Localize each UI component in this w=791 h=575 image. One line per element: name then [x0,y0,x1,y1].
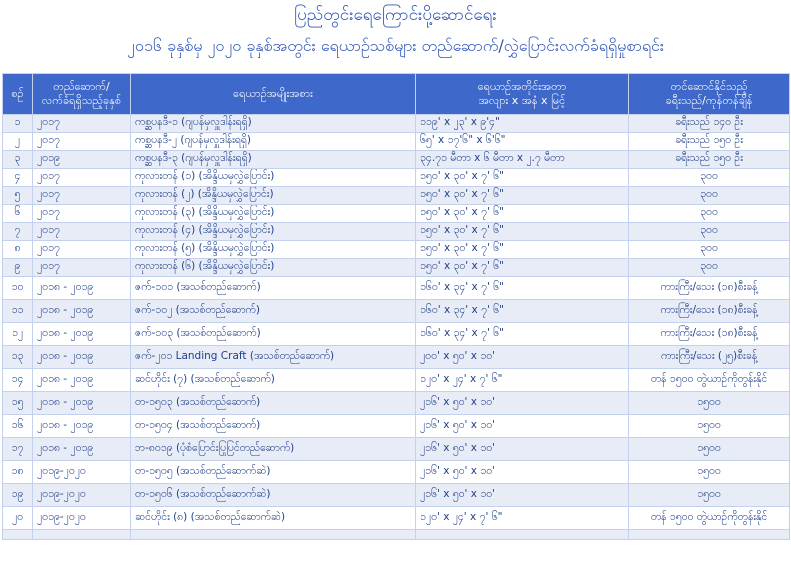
cell-capacity: တန် ၁၅၀၀ တွဲယာဉ်ကိုတွန်းနိုင် [629,369,790,392]
cell-dimensions: ၁၂၀' x ၂၄' x ၇' ၆" [416,369,629,392]
cell-year: ၂၀၁၈ - ၂၀၁၉ [33,438,131,461]
cell-no: ၁၁ [3,300,33,323]
cell-capacity: ၁၅၀၀ [629,461,790,484]
cell-capacity: ကားကြီး/သေး (၁၈)စီးခန့် [629,323,790,346]
cell-capacity: ၃၀၀ [629,223,790,241]
table-row [3,187,790,205]
table-row [3,300,790,323]
cell-capacity: ခရီးသည် ၁၅၀ ဦး [629,133,790,151]
header-capacity: တင်ဆောင်နိုင်သည့် ခရီးသည်/ကုန်တန်ချိန် [629,74,790,115]
cell-type: ဆင်ဟိုင်း (၈) (အသစ်တည်ဆောက်ဆဲ) [131,507,416,530]
cell-year: ၂၀၁၈ - ၂၀၁၉ [33,392,131,415]
cell-capacity: တန် ၁၅၀၀ တွဲယာဉ်ကိုတွန်းနိုင် [629,507,790,530]
cell-no: ၁၀ [3,277,33,300]
cell-dimensions: ၁၅၀' x ၃၀' x ၇' ၆" [416,223,629,241]
cell-dimensions: ၃၄.၇၁ မီတာ x ၆ မီတာ x ၂.၇ မီတာ [416,151,629,169]
cell-dimensions: ၂၁၆' x ၅၀' x ၁၀' [416,392,629,415]
cell-type: ဘ-၈၀၁၉ (ပုံစံပြောင်းပြုပြင်တည်ဆောက်) [131,438,416,461]
cell-capacity: ၁၅၀၀ [629,392,790,415]
table-row [3,507,790,530]
page-subtitle: ၂၀၁၆ ခုနှစ်မှ ၂၀၂၀ ခုနှစ်အတွင်း ရေယာဉ်သစ်များ တည်ဆောက်/လွှဲပြောင်းလက်ခံရရှိမှုစာရင်း [127,36,664,55]
cell-type: ကုလားတန် (၆) (အိန္ဒိယမှလွှဲပြောင်း) [131,259,416,277]
header-type: ရေယာဉ်အမျိုးအစား [131,74,416,115]
cell-dimensions: ၂၁၆' x ၅၀' x ၁၀' [416,415,629,438]
cell-no: ၄ [3,169,33,187]
cell-type: ကစ္ဆပနဒီ-၂ (ဂျပန်မှလှူဒါန်းရရှိ) [131,133,416,151]
cell-type: ကစ္ဆပနဒီ-၁ (ဂျပန်မှလှူဒါန်းရရှိ) [131,115,416,133]
table-row [3,392,790,415]
cell-year: ၂၀၁၇ [33,223,131,241]
table-row [3,223,790,241]
cell-type: ကုလားတန် (၃) (အိန္ဒိယမှလွှဲပြောင်း) [131,205,416,223]
table-row [3,151,790,169]
cell-capacity: ၃၀၀ [629,187,790,205]
table-row [3,169,790,187]
cell-year: ၂၀၁၈ - ၂၀၁၉ [33,369,131,392]
cell-type: ကုလားတန် (၅) (အိန္ဒိယမှလွှဲပြောင်း) [131,241,416,259]
cell-dimensions: ၂၁၆' x ၅၀' x ၁၀' [416,484,629,507]
table-row [3,461,790,484]
cell-dimensions: ၁၆၀' x ၃၄' x ၇' ၆" [416,300,629,323]
cell-dimensions: ၂၁၆' x ၅၀' x ၁၀' [416,461,629,484]
cell-no: ၅ [3,187,33,205]
cell-no: ၁၆ [3,415,33,438]
cell-year: ၂၀၁၉-၂၀၂၀ [33,484,131,507]
cell-no: ၁၅ [3,392,33,415]
cell-capacity: ၃၀၀ [629,241,790,259]
cell-no: ၁၈ [3,461,33,484]
cell-no: ၂ [3,133,33,151]
table-header-row [3,74,790,115]
cell-year: ၂၀၁၉-၂၀၂၀ [33,507,131,530]
cell-capacity: ကားကြီး/သေး (၁၈)စီးခန့် [629,300,790,323]
filler-cell [131,530,416,540]
table-row [3,323,790,346]
cell-type: တ-၁၅၀၆ (အသစ်တည်ဆောက်ဆဲ) [131,484,416,507]
header-year: တည်ဆောက်/ လက်ခံရရှိသည့်ခုနှစ် [33,74,131,115]
cell-year: ၂၀၁၇ [33,169,131,187]
cell-no: ၁၂ [3,323,33,346]
cell-dimensions: ၁၅၀' x ၃၀' x ၇' ၆" [416,259,629,277]
cell-type: ကုလားတန် (၂) (အိန္ဒိယမှလွှဲပြောင်း) [131,187,416,205]
filler-cell [33,530,131,540]
cell-dimensions: ၁၂၀' x ၂၄' x ၇' ၆" [416,507,629,530]
cell-type: တ-၁၅၀၅ (အသစ်တည်ဆောက်ဆဲ) [131,461,416,484]
cell-type: တ-၁၅၀၄ (အသစ်တည်ဆောက်) [131,415,416,438]
table-row [3,369,790,392]
cell-type: တ-၁၅၀၃ (အသစ်တည်ဆောက်) [131,392,416,415]
cell-year: ၂၀၁၇ [33,133,131,151]
vessel-table [2,73,790,540]
cell-capacity: ၃၀၀ [629,205,790,223]
cell-type: ဇက်-၁၀၂ (အသစ်တည်ဆောက်) [131,300,416,323]
table-body [3,115,790,540]
cell-capacity: ၁၅၀၀ [629,438,790,461]
cell-capacity: ၁၅၀၀ [629,415,790,438]
header-no: စဉ် [3,74,33,115]
cell-dimensions: ၁၅၀' x ၃၀' x ၇' ၆" [416,241,629,259]
filler-cell [3,530,33,540]
table-row [3,484,790,507]
cell-year: ၂၀၁၈ - ၂၀၁၉ [33,277,131,300]
cell-dimensions: ၁၁၉' x ၂၃' x ၉'၄" [416,115,629,133]
cell-type: ဇက်-၂၀၁ Landing Craft (အသစ်တည်ဆောက်) [131,346,416,369]
table-row [3,438,790,461]
cell-dimensions: ၂၁၆' x ၅၀' x ၁၀' [416,438,629,461]
table-row [3,133,790,151]
cell-year: ၂၀၁၉-၂၀၂၀ [33,461,131,484]
cell-no: ၁၃ [3,346,33,369]
cell-no: ၁၉ [3,484,33,507]
cell-year: ၂၀၁၇ [33,241,131,259]
table-row [3,277,790,300]
cell-dimensions: ၁၅၀' x ၃၀' x ၇' ၆" [416,205,629,223]
cell-year: ၂၀၁၈ - ၂၀၁၉ [33,300,131,323]
cell-no: ၇ [3,223,33,241]
cell-year: ၂၀၁၈ - ၂၀၁၉ [33,415,131,438]
cell-capacity: ကားကြီး/သေး (၂၅)စီးခန့် [629,346,790,369]
cell-type: ဇက်-၁၀၃ (အသစ်တည်ဆောက်) [131,323,416,346]
table-row [3,241,790,259]
cell-capacity: ခရီးသည် ၁၅၀ ဦး [629,151,790,169]
cell-capacity: ၃၀၀ [629,169,790,187]
cell-type: ကုလားတန် (၁) (အိန္ဒိယမှလွှဲပြောင်း) [131,169,416,187]
cell-dimensions: ၁၆၀' x ၃၄' x ၇' ၆" [416,323,629,346]
cell-no: ၁၄ [3,369,33,392]
filler-cell [629,530,790,540]
cell-dimensions: ၂၀၀' x ၅၀' x ၁၀' [416,346,629,369]
cell-type: ဇက်-၁၀၁ (အသစ်တည်ဆောက်) [131,277,416,300]
table-row [3,115,790,133]
cell-no: ၁ [3,115,33,133]
table-row [3,415,790,438]
cell-no: ၉ [3,259,33,277]
cell-dimensions: ၁၅၀' x ၃၀' x ၇' ၆" [416,169,629,187]
cell-dimensions: ၆၅' x ၁၇'၆" x ၆'၆" [416,133,629,151]
table-row [3,346,790,369]
header-dimensions: ရေယာဉ်အတိုင်းအတာ အလျား x အနံ x မြင့် [416,74,629,115]
cell-capacity: ၃၀၀ [629,259,790,277]
table-filler-row [3,530,790,540]
cell-no: ၁၇ [3,438,33,461]
cell-type: ကုလားတန် (၄) (အိန္ဒိယမှလွှဲပြောင်း) [131,223,416,241]
cell-no: ၂၀ [3,507,33,530]
cell-year: ၂၀၁၇ [33,187,131,205]
cell-capacity: ၁၅၀၀ [629,484,790,507]
cell-type: ဆင်ဟိုင်း (၇) (အသစ်တည်ဆောက်) [131,369,416,392]
cell-year: ၂၀၁၉ [33,151,131,169]
cell-year: ၂၀၁၈ - ၂၀၁၉ [33,323,131,346]
table-row [3,205,790,223]
cell-type: ကစ္ဆပနဒီ-၃ (ဂျပန်မှလှူဒါန်းရရှိ) [131,151,416,169]
cell-capacity: ကားကြီး/သေး (၁၈)စီးခန့် [629,277,790,300]
cell-year: ၂၀၁၇ [33,259,131,277]
cell-no: ၈ [3,241,33,259]
cell-no: ၆ [3,205,33,223]
cell-dimensions: ၁၆၀' x ၃၄' x ၇' ၆" [416,277,629,300]
cell-year: ၂၀၁၈ - ၂၀၁၉ [33,346,131,369]
page-title: ပြည်တွင်းရေကြောင်းပို့ဆောင်ရေး [294,5,497,25]
cell-year: ၂၀၁၇ [33,115,131,133]
cell-no: ၃ [3,151,33,169]
cell-capacity: ခရီးသည် ၁၄၀ ဦး [629,115,790,133]
cell-year: ၂၀၁၇ [33,205,131,223]
cell-dimensions: ၁၅၀' x ၃၀' x ၇' ၆" [416,187,629,205]
filler-cell [416,530,629,540]
table-row [3,259,790,277]
